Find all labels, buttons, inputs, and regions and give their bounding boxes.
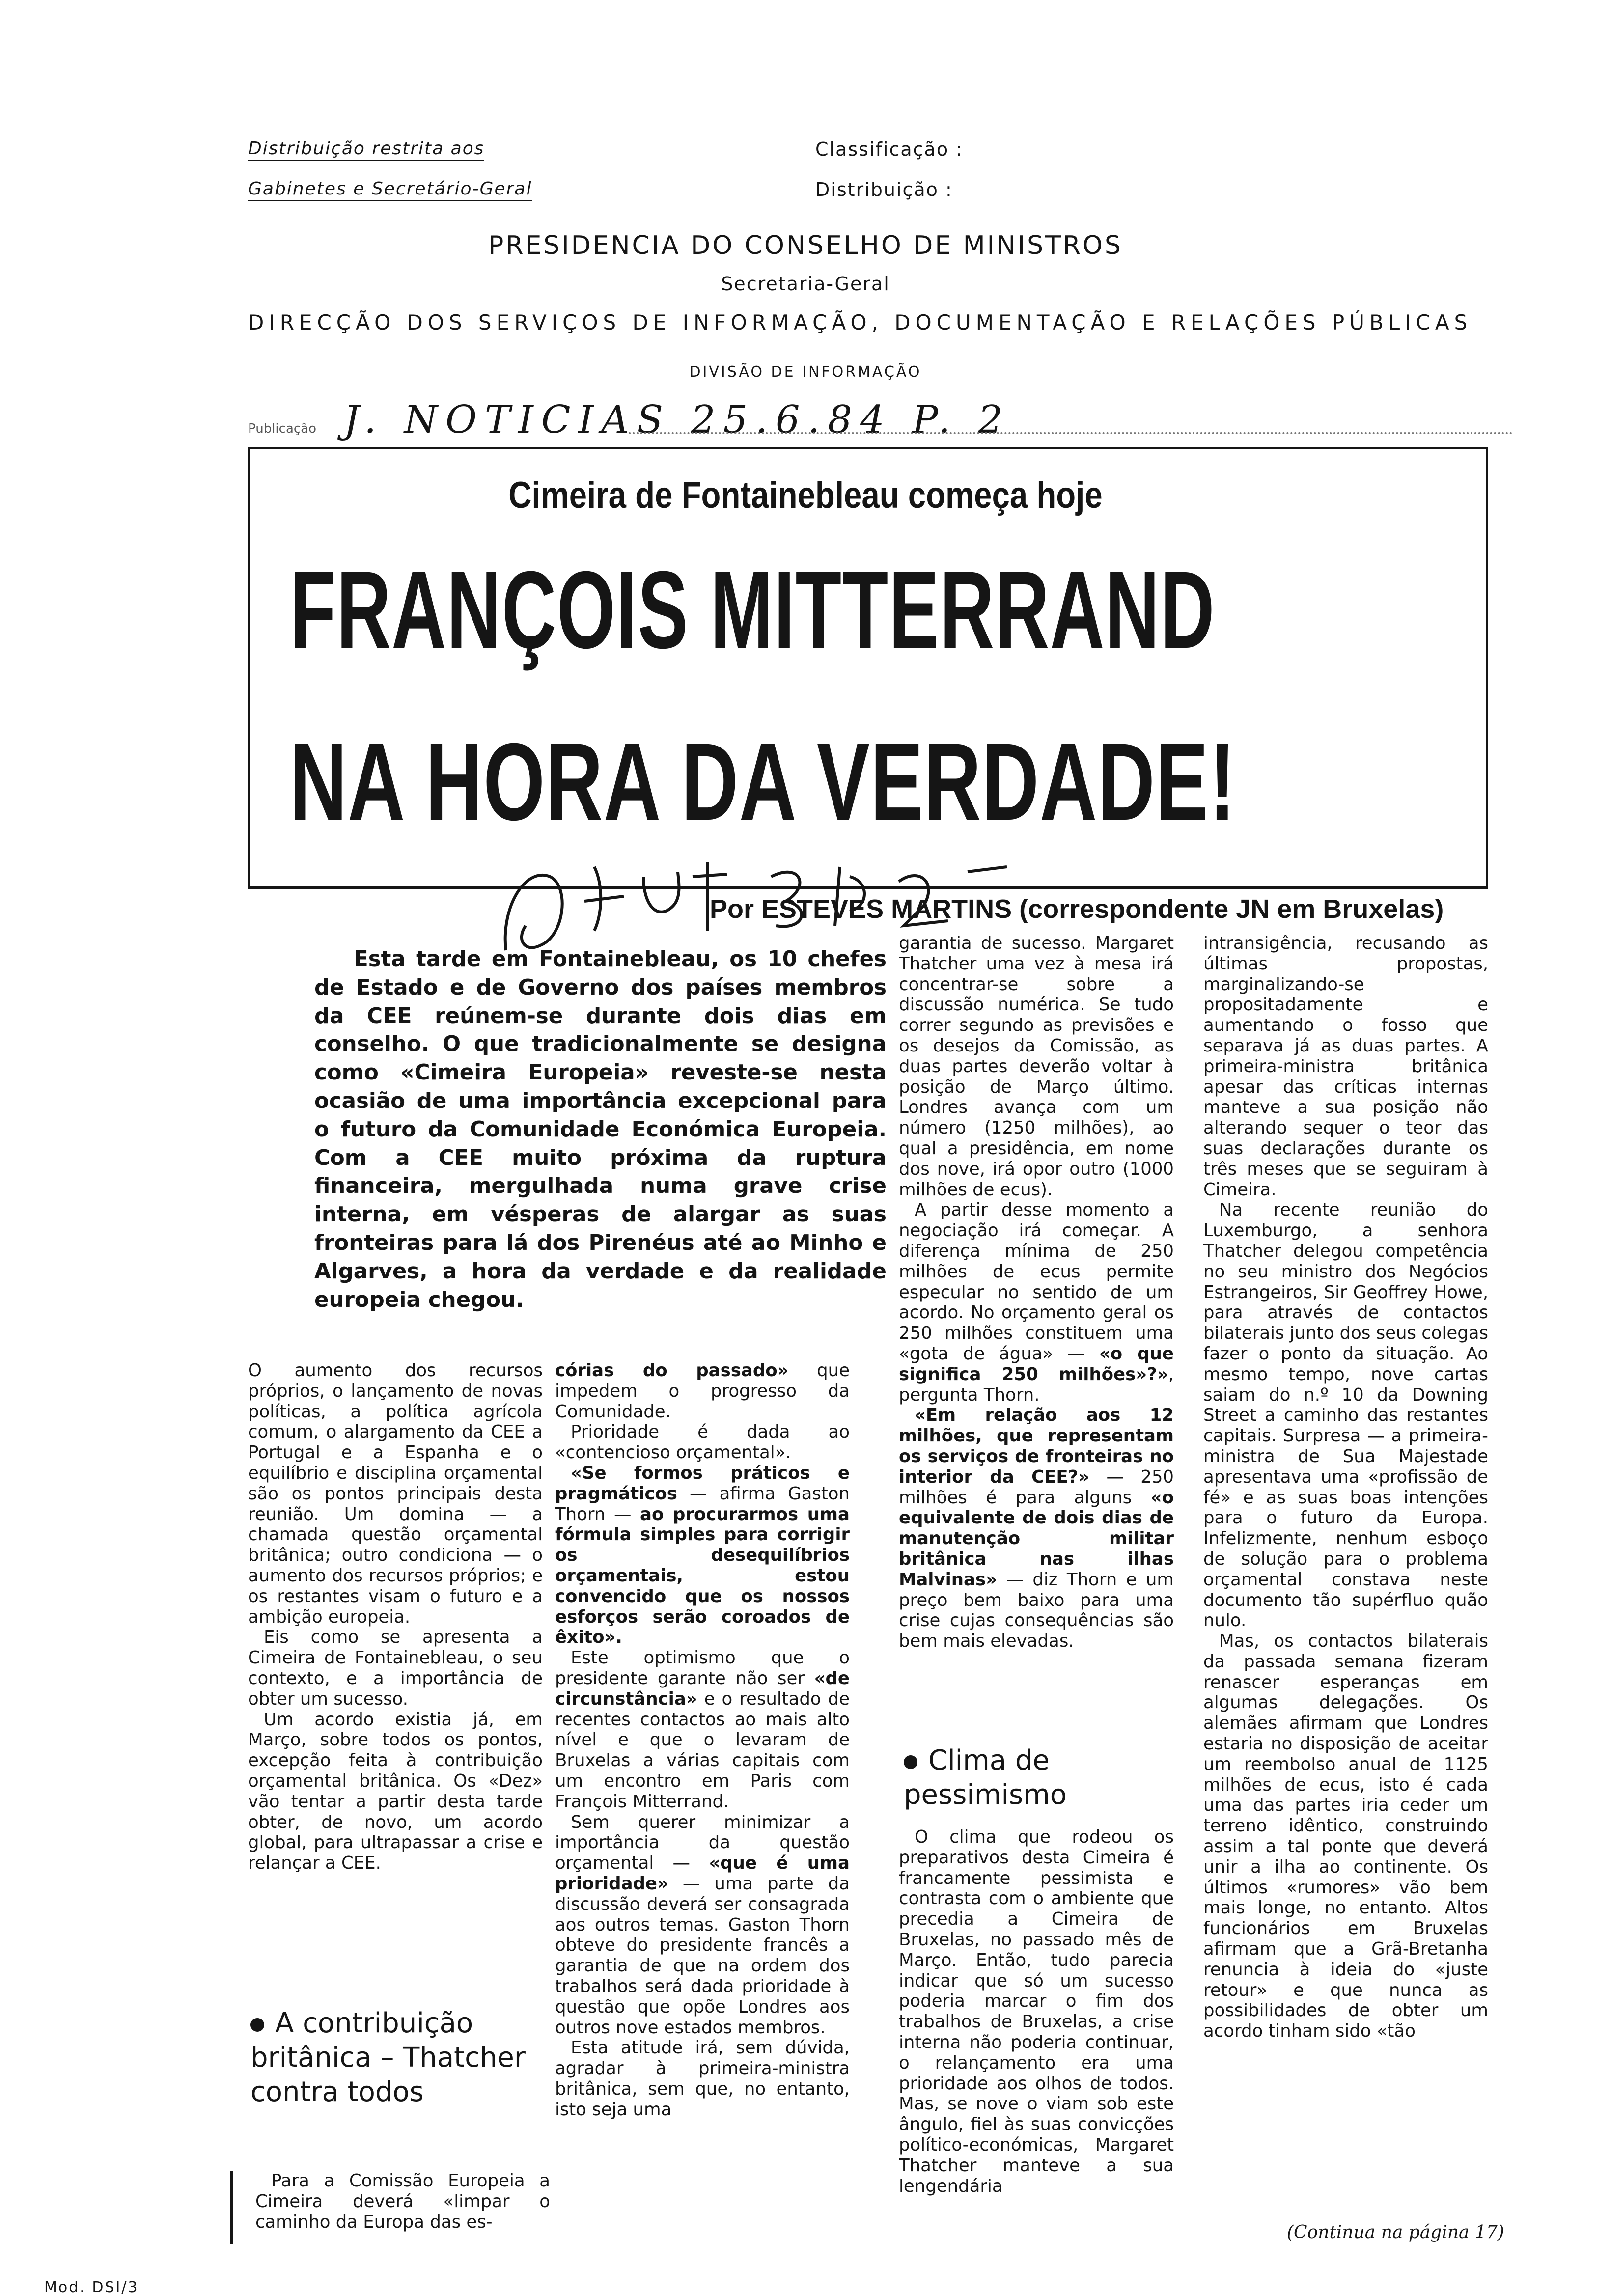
lead-text: Esta tarde em Fontainebleau, os 10 chefes de Estado e de Governo dos países membros da CEE reúnem-se durante dois dias em conselho. O que tradicionalmente se designa como «Cimeira Europeia» reveste-se nesta ocasião de uma importância excepcional para o futuro da Comunidade Económica Europeia. Com a CEE muito próxima da ruptura financeira, mergulhada numa grave crise interna, em vésperas de alargar as suas fronteiras para lá dos Pirenéus até ao Minho e Algarves, a hora da verdade e da realidade europeia chegou. (314, 947, 887, 1312)
col2-paragraph (555, 1360, 850, 1422)
col3-paragraph: O clima que rodeou os preparativos desta Cimeira é francamente pessimista e contrasta com o ambiente que precedia a Cimeira de Bruxelas, no passado mês de Março. Então, tudo parecia indicar que só um sucesso poderia marcar o fim dos trabalhos de Bruxelas, a crise interna não poderia continuar, o relançamento era uma prioridade aos olhos de todos. Mas, se nove o viam sob este ângulo, fiel às suas convicções político-económicas, Margaret Thatcher manteve a sua lengendária (899, 1827, 1174, 2196)
distribution-note-line2: Gabinetes e Secretário-Geral (248, 179, 532, 199)
publicacao-label: Publicação (248, 421, 317, 436)
margin-mark (230, 2171, 233, 2244)
col2-paragraph: Esta atitude irá, sem dúvida, agradar à primeira-ministra britânica, sem que, no entanto, isto seja uma (555, 2038, 850, 2120)
col2-text: e o resultado de recentes contactos ao mais alto nível e que o levaram de Bruxelas a várias capitais com um encontro em Paris com François Mitterrand. (555, 1688, 850, 1812)
byline: Por ESTEVES MARTINS (correspondente JN em Bruxelas) (710, 894, 1444, 924)
col2-bold-quote: «de circunstância» (555, 1668, 850, 1709)
col3-text: , pergunta Thorn. (899, 1364, 1174, 1405)
col3-paragraph (899, 1200, 1174, 1405)
form-model-label: Mod. DSI/3 (44, 2279, 139, 2296)
direccao-line: DIRECÇÃO DOS SERVIÇOS DE INFORMAÇÃO, DOCUMENTAÇÃO E RELAÇÕES PÚBLICAS (248, 310, 1472, 334)
col3-bold-quote: «Em relação aos 12 milhões, que representam os serviços de fronteiras no interior da CEE?» (899, 1405, 1174, 1487)
col4-paragraph: intransigência, recusando as últimas propostas, marginalizando-se propositadamente e aumentando o fosso que separava já as duas partes. A primeira-ministra britânica apesar das críticas internas manteve a sua posição não alterando sequer o teor das suas declarações durante os três meses que se seguiram à Cimeira. (1203, 933, 1488, 1200)
col2-text: Sem querer minimizar a importância da questão orçamental — (555, 1812, 850, 1874)
column-3 (899, 933, 1174, 1739)
continuation-note: (Continua na página 17) (1287, 2222, 1504, 2242)
col3-bold-quote: «o que significa 250 milhões»?» (899, 1343, 1174, 1384)
section-heading-text: Clima de pessimismo (904, 1744, 1067, 1811)
section-heading-clima (904, 1743, 1169, 1812)
column-4 (1203, 933, 1488, 2220)
col2-paragraph (555, 1463, 850, 1648)
col3-text: A partir desse momento a negociação irá começar. A diferença mínima de 250 milhões de ecus permite especular no sentido de um acordo. No orçamento geral os 250 milhões constituem uma «gota de água» — (899, 1200, 1174, 1364)
col2-text: que impedem o progresso da Comunidade. (555, 1360, 850, 1422)
col3-bold-quote: «o equivalente de dois dias de manutenção militar britânica nas ilhas Malvinas» (899, 1487, 1174, 1590)
agency-title: PRESIDENCIA DO CONSELHO DE MINISTROS (488, 231, 1123, 260)
col1-closing-paragraph: Para a Comissão Europeia a Cimeira deverá «limpar o caminho da Europa das es- (255, 2171, 550, 2232)
col2-paragraph: Prioridade é dada ao «contencioso orçamental». (555, 1422, 850, 1463)
col2-bold-quote: córias do passado» (555, 1360, 789, 1381)
col3-paragraph (899, 1405, 1174, 1652)
col1-paragraph: Eis como se apresenta a Cimeira de Fontainebleau, o seu contexto, e a importância de obter um sucesso. (248, 1627, 543, 1709)
section-heading-contribuicao (250, 2006, 526, 2109)
col3-text: — diz Thorn e um preço bem baixo para uma crise cujas consequências são bem mais elevadas. (899, 1569, 1174, 1652)
column-1-end (255, 2171, 550, 2240)
col3-text: — 250 milhões é para alguns (899, 1466, 1174, 1508)
col4-paragraph: Mas, os contactos bilaterais da passada semana fizeram renascer esperanças em algumas delegações. Os alemães afirmam que Londres estaria no disposição de aceitar um reembolso anual de 1125 milhões de ecus, isto é cada uma das partes iria ceder um terreno idêntico, construindo assim a tal ponte que deverá unir a ilha ao continente. Os últimos «rumores» vão bem mais longe, no entanto. Altos funcionários em Bruxelas afirmam que a Grã-Bretanha renuncia à ideia do «juste retour» e que nunca as possibilidades de obter um acordo tinham sido «tão (1203, 1631, 1488, 2042)
column-3-end (899, 1827, 1174, 2244)
section-heading-text: A contribuição britânica – Thatcher contra todos (250, 2007, 526, 2108)
distribution-note-line1: Distribuição restrita aos (248, 138, 484, 159)
lead-paragraph (314, 945, 887, 1314)
col2-paragraph (555, 1648, 850, 1812)
divisao-label: DIVISÃO DE INFORMAÇÃO (689, 363, 922, 381)
column-1 (248, 1360, 543, 1999)
classification-label: Classificação : (815, 138, 963, 160)
headline-line1: FRANÇOIS MITTERRAND (290, 549, 1216, 671)
bullet-icon (904, 1755, 917, 1769)
bullet-icon (250, 2018, 264, 2032)
col2-bold-quote: ao procurarmos uma fórmula simples para corrigir os desequilíbrios orçamentais, estou convencido que os nossos esforços serão coroados de êxito». (555, 1504, 850, 1648)
column-2 (555, 1360, 850, 2244)
col1-paragraph: O aumento dos recursos próprios, o lançamento de novas políticas, a política agrícola comum, o alargamento da CEE a Portugal e a Espanha e o equilíbrio e disciplina orçamental são os pontos principais desta reunião. Um domina — a chamada questão orçamental britânica; outro condiciona — o aumento dos recursos próprios; e os restantes visam o futuro e a ambição europeia. (248, 1360, 543, 1627)
col2-text: — uma parte da discussão deverá ser consagrada aos outros temas. Gaston Thorn obteve do presidente francês a garantia de que na ordem dos trabalhos será dada prioridade à questão que opõe Londres aos outros nove estados membros. (555, 1873, 850, 2038)
distribution-label: Distribuição : (815, 179, 953, 200)
col2-paragraph (555, 1812, 850, 2038)
col3-paragraph: garantia de sucesso. Margaret Thatcher uma vez à mesa irá concentrar-se sobre a discussão numérica. Se tudo correr segundo as previsões e os desejos da Comissão, as duas partes deverão voltar à posição de Março último. Londres avança com um número (1250 milhões), ao qual a presidência, em nome dos nove, irá opor outro (1000 milhões de ecus). (899, 933, 1174, 1200)
col2-text: Este optimismo que o presidente garante não ser (555, 1648, 850, 1688)
handwritten-source: J. NOTICIAS 25.6.84 P. 2 (344, 398, 1011, 442)
subheadline: Cimeira de Fontainebleau começa hoje (508, 474, 1103, 516)
secretaria-label: Secretaria-Geral (721, 273, 890, 295)
headline-line2: NA HORA DA VERDADE! (290, 720, 1236, 843)
col4-paragraph: Na recente reunião do Luxemburgo, a senhora Thatcher delegou competência no seu ministro dos Negócios Estrangeiros, Sir Geoffrey Howe, para através de contactos bilaterais junto dos seus colegas fazer o ponto da situação. Ao mesmo tempo, nove cartas saiam do n.º 10 da Downing Street a caminho das restantes capitais. Surpresa — a primeira-ministra de Sua Majestade apresentava uma «profissão de fé» e as suas boas intenções para o futuro da Europa. Infelizmente, nenhum esboço de solução para o problema orçamental constava neste documento tão supérfluo quão nulo. (1203, 1200, 1488, 1631)
col2-text: — afirma Gaston Thorn — (555, 1483, 850, 1524)
col2-bold-quote: «que é uma prioridade» (555, 1853, 850, 1894)
col1-paragraph: Um acordo existia já, em Março, sobre todos os pontos, excepção feita à contribuição orçamental britânica. Os «Dez» vão tentar a partir desta tarde obter, de novo, um acordo global, para ultrapassar a crise e relançar a CEE. (248, 1709, 543, 1874)
col2-bold-quote: «Se formos práticos e pragmáticos (555, 1463, 850, 1504)
dotted-rule (629, 432, 1513, 434)
